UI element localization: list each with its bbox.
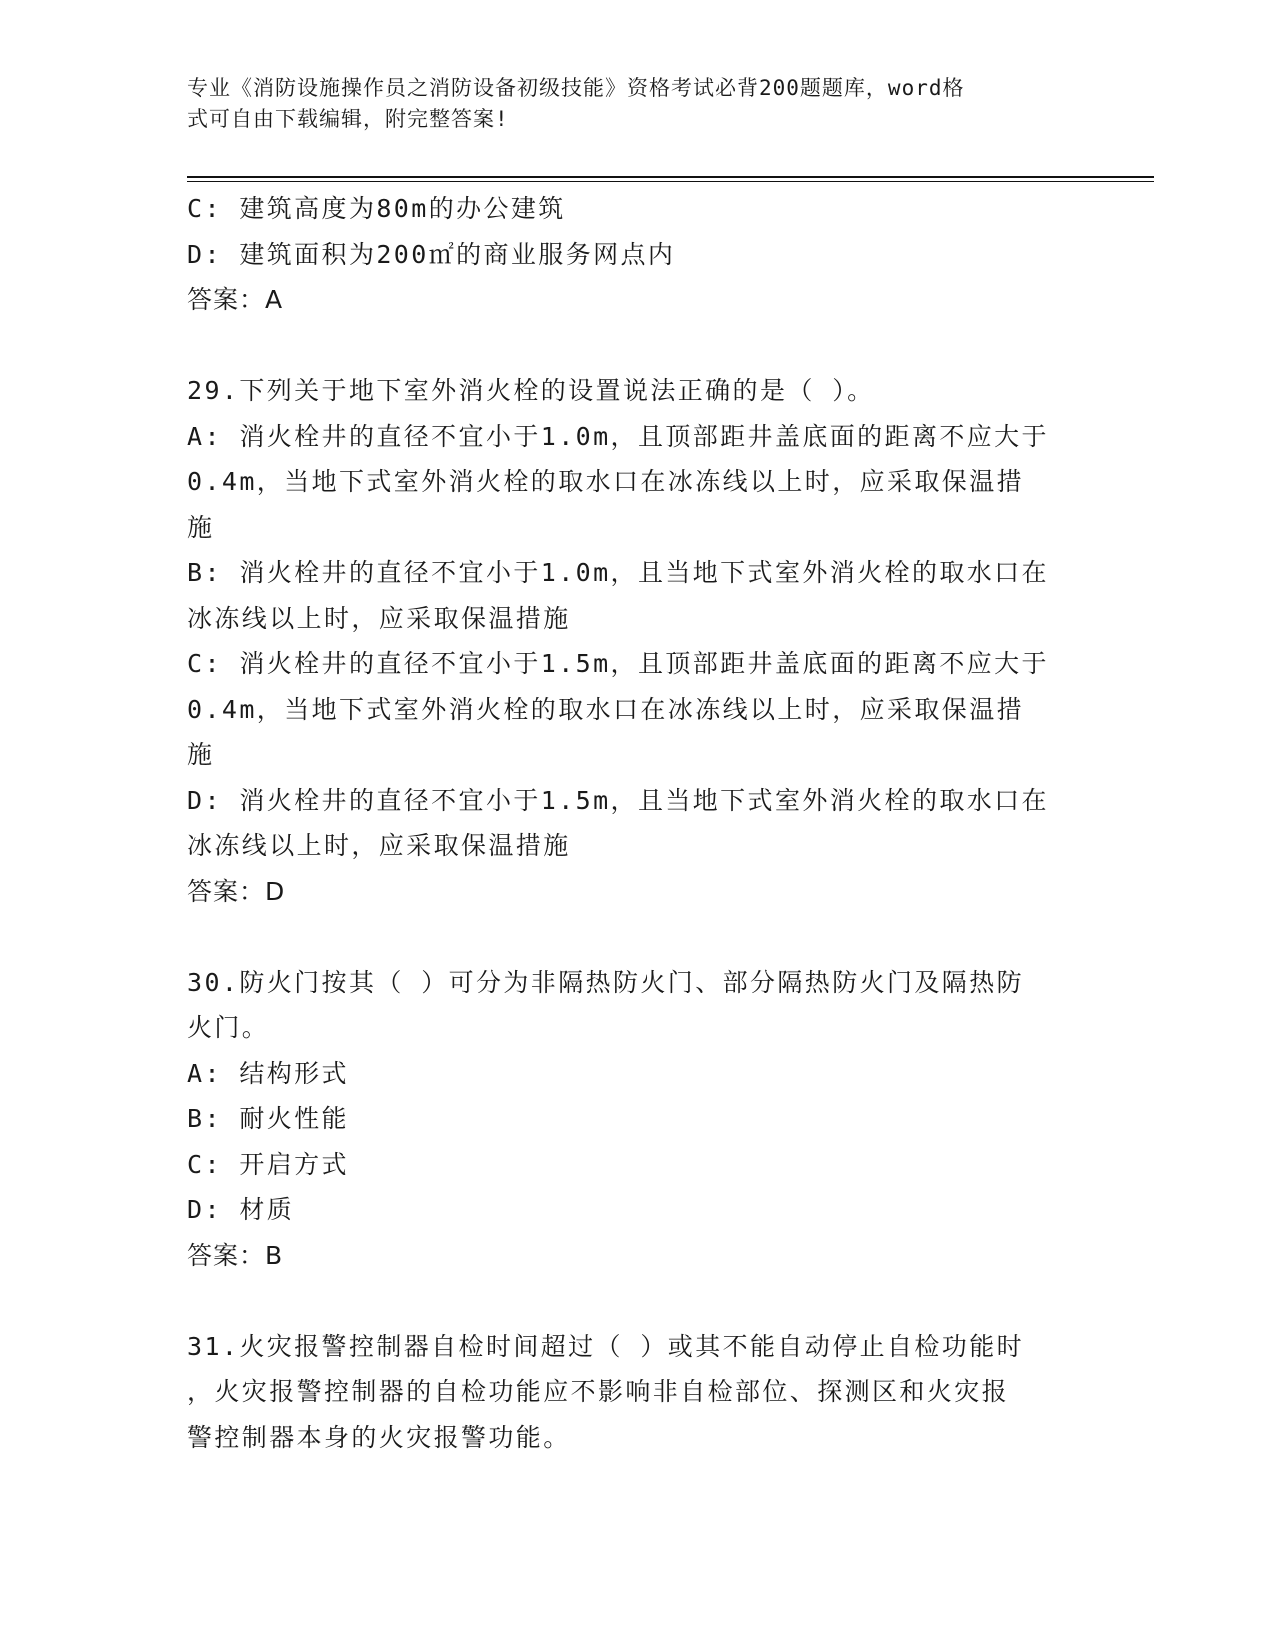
- text-line: C: 建筑高度为80m的办公建筑: [187, 194, 566, 223]
- paragraph-gap: [187, 1278, 1087, 1324]
- paragraph-gap: [187, 914, 1087, 960]
- header-line-1: 专业《消防设施操作员之消防设备初级技能》资格考试必背200题题库，word格: [187, 76, 965, 100]
- text-line: ，火灾报警控制器的自检功能应不影响非自检部位、探测区和火灾报: [187, 1377, 1010, 1406]
- text-line: D: 建筑面积为200㎡的商业服务网点内: [187, 239, 676, 269]
- answer-line: 答案：A: [187, 285, 284, 314]
- text-line: 冰冻线以上时，应采取保温措施: [187, 831, 571, 860]
- text-line: D: 材质: [187, 1195, 295, 1224]
- text-line: A: 结构形式: [187, 1058, 349, 1088]
- text-line: C: 开启方式: [187, 1149, 349, 1179]
- page-header: [187, 73, 1067, 135]
- text-line: C: 消火栓井的直径不宜小于1.5m，且顶部距井盖底面的距离不应大于: [187, 649, 1049, 678]
- text-line: 火门。: [187, 1013, 270, 1042]
- text-line: 29.下列关于地下室外消火栓的设置说法正确的是（ ）。: [187, 376, 875, 405]
- header-rule-thin: [187, 181, 1154, 182]
- paragraph-gap: [187, 323, 1087, 369]
- text-line: 0.4m，当地下式室外消火栓的取水口在冰冻线以上时，应采取保温措: [187, 467, 1025, 496]
- text-line: A: 消火栓井的直径不宜小于1.0m，且顶部距井盖底面的距离不应大于: [187, 421, 1049, 451]
- text-line: 施: [187, 740, 215, 769]
- text-line: 警控制器本身的火灾报警功能。: [187, 1422, 571, 1452]
- text-line: 30.防火门按其（ ）可分为非隔热防火门、部分隔热防火门及隔热防: [187, 967, 1025, 997]
- text-line: D: 消火栓井的直径不宜小于1.5m，且当地下式室外消火栓的取水口在: [187, 785, 1049, 815]
- text-line: 0.4m，当地下式室外消火栓的取水口在冰冻线以上时，应采取保温措: [187, 694, 1025, 724]
- text-line: 施: [187, 512, 215, 542]
- header-rule-thick: [187, 176, 1154, 178]
- text-line: B: 耐火性能: [187, 1104, 349, 1133]
- answer-line: 答案：D: [187, 876, 286, 906]
- text-line: 冰冻线以上时，应采取保温措施: [187, 603, 571, 633]
- answer-line: 答案：B: [187, 1240, 284, 1270]
- text-line: 31.火灾报警控制器自检时间超过（ ）或其不能自动停止自检功能时: [187, 1331, 1025, 1361]
- question-body: [187, 186, 1087, 1460]
- text-line: B: 消火栓井的直径不宜小于1.0m，且当地下式室外消火栓的取水口在: [187, 558, 1049, 587]
- header-line-2: 式可自由下载编辑，附完整答案!: [187, 107, 509, 131]
